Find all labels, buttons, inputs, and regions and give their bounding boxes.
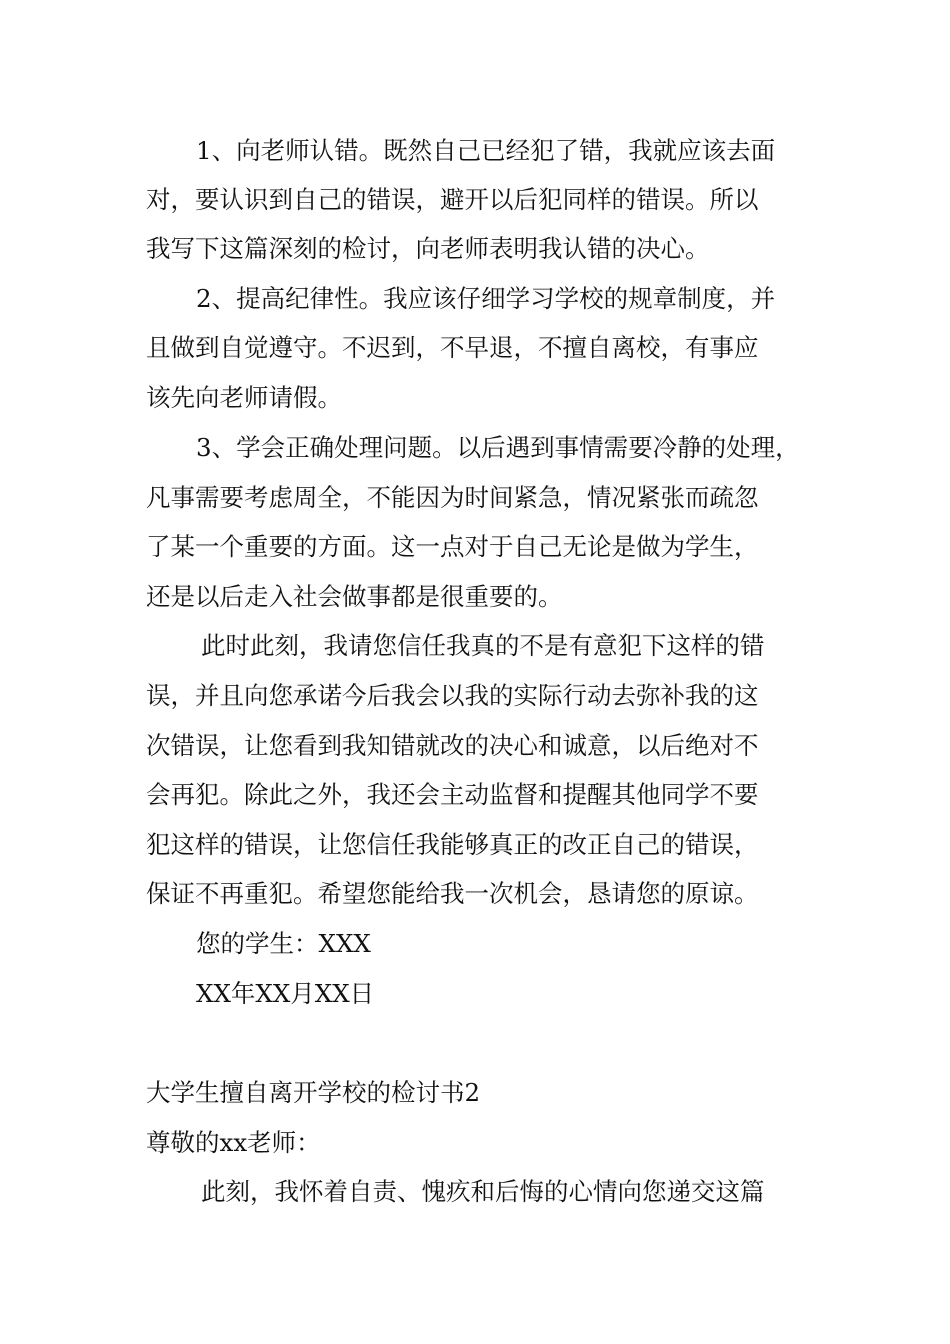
salutation: 尊敬的xx老师： bbox=[146, 1128, 321, 1157]
text-line: 2、提高纪律性。我应该仔细学习学校的规章制度，并 bbox=[196, 284, 776, 313]
text-line: 了某一个重要的方面。这一点对于自己无论是做为学生， bbox=[146, 532, 759, 561]
text-line: 此刻，我怀着自责、愧疚和后悔的心情向您递交这篇 bbox=[201, 1177, 765, 1206]
text-line: 3、学会正确处理问题。以后遇到事情需要冷静的处理， bbox=[196, 433, 800, 462]
text-line: 该先向老师请假。 bbox=[146, 383, 342, 412]
section-title: 大学生擅自离开学校的检讨书2 bbox=[146, 1078, 481, 1107]
text-line: 此时此刻，我请您信任我真的不是有意犯下这样的错 bbox=[201, 631, 765, 660]
text-line: 误，并且向您承诺今后我会以我的实际行动去弥补我的这 bbox=[146, 681, 759, 710]
text-line: 犯这样的错误，让您信任我能够真正的改正自己的错误， bbox=[146, 830, 759, 859]
text-line: 我写下这篇深刻的检讨，向老师表明我认错的决心。 bbox=[146, 234, 710, 263]
text-line: 凡事需要考虑周全，不能因为时间紧急，情况紧张而疏忽 bbox=[146, 483, 759, 512]
signature-date: XX年XX月XX日 bbox=[196, 979, 375, 1008]
text-line: 还是以后走入社会做事都是很重要的。 bbox=[146, 582, 563, 611]
text-line: 1、向老师认错。既然自己已经犯了错，我就应该去面 bbox=[196, 136, 776, 165]
text-line: 对，要认识到自己的错误，避开以后犯同样的错误。所以 bbox=[146, 185, 759, 214]
text-line: 次错误，让您看到我知错就改的决心和诚意，以后绝对不 bbox=[146, 731, 759, 760]
text-line: 且做到自觉遵守。不迟到，不早退，不擅自离校，有事应 bbox=[146, 333, 759, 362]
signature-name: 您的学生：XXX bbox=[196, 929, 371, 958]
text-line: 保证不再重犯。希望您能给我一次机会，恳请您的原谅。 bbox=[146, 879, 759, 908]
text-line: 会再犯。除此之外，我还会主动监督和提醒其他同学不要 bbox=[146, 780, 759, 809]
